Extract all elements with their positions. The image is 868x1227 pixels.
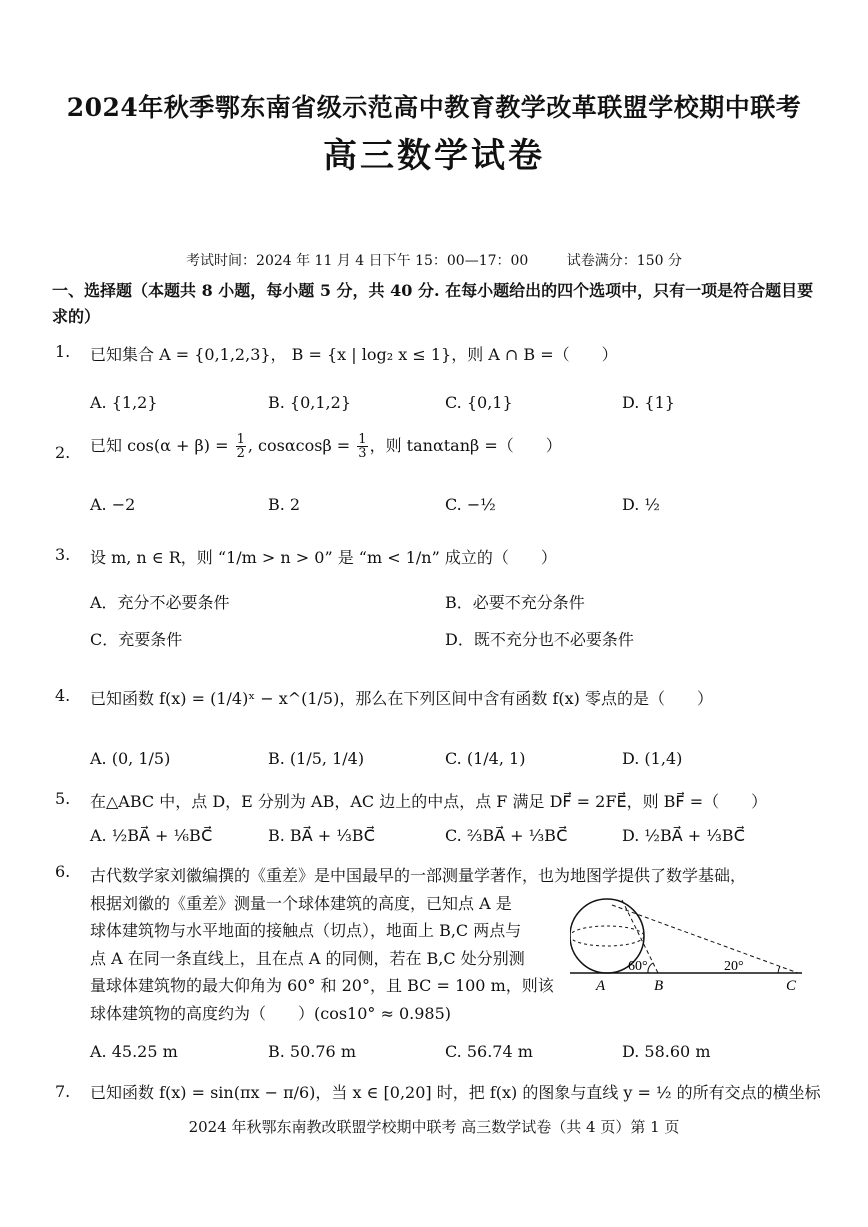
point-label-a: A [596, 978, 606, 994]
angle-arc-b [648, 963, 653, 973]
fraction: $\frac{1}{2}$ [236, 432, 245, 461]
option-d: D. 58.60 m [622, 1042, 711, 1061]
fraction: $\frac{1}{3}$ [358, 432, 367, 461]
point-label-c: C [786, 978, 797, 994]
exam-title: 2024年秋季鄂东南省级示范高中教育教学改革联盟学校期中联考 [66, 93, 802, 122]
option-c: C. {0,1} [445, 393, 513, 412]
sphere-equator [570, 926, 644, 946]
angle-arc-c [778, 966, 780, 973]
option-c: C. ⅔BA⃗ + ⅓BC⃗ [445, 826, 568, 845]
question-number: 7. [55, 1082, 71, 1101]
option-a: A. {1,2} [90, 393, 158, 412]
angle-label-c: 20° [724, 959, 744, 974]
point-label-b: B [654, 978, 664, 994]
page-footer: 2024 年秋鄂东南教改联盟学校期中联考 高三数学试卷（共 4 页）第 1 页 [188, 1118, 680, 1136]
option-a: A. ½BA⃗ + ⅙BC⃗ [90, 826, 213, 845]
question-number: 1. [55, 342, 71, 361]
question-stem: 设 m, n ∈ R，则 “1/m > n > 0” 是 “m < 1/n” 成立的（ ） [90, 548, 557, 567]
option-b: B. 2 [268, 495, 301, 514]
question-number: 3. [55, 545, 71, 564]
option-c: C. 56.74 m [445, 1042, 533, 1061]
section-heading: 一、选择题（本题共 8 小题，每小题 5 分，共 40 分. 在每小题给出的四个选项中，只有一项是符合题目要求的） [52, 281, 814, 326]
option-a: A. −2 [90, 495, 136, 514]
option-b: B．必要不充分条件 [445, 593, 585, 612]
option-c: C. −½ [445, 495, 496, 514]
option-d: D. ½ [622, 495, 660, 514]
option-b: B. 50.76 m [268, 1042, 356, 1061]
question-stem: 在△ABC 中，点 D，E 分别为 AB，AC 边上的中点，点 F 满足 DF⃗ = 2FE⃗，则 BF⃗ =（ ） [90, 792, 768, 811]
option-a: A. (0, 1/5) [90, 749, 171, 768]
exam-subtitle: 高三数学试卷 [323, 136, 545, 176]
exam-meta [0, 250, 868, 270]
option-d: D. ½BA⃗ + ⅓BC⃗ [622, 826, 745, 845]
option-a: A. 45.25 m [90, 1042, 178, 1061]
question-stem: 已知函数 f(x) = sin(πx − π/6)，当 x ∈ [0,20] 时，把 f(x) 的图象与直线 y = ½ 的所有交点的横坐标 [90, 1083, 821, 1102]
option-d: D. (1,4) [622, 749, 683, 768]
option-b: B. (1/5, 1/4) [268, 749, 365, 768]
option-d: D. {1} [622, 393, 675, 412]
sphere-geometry-figure [570, 880, 810, 995]
option-a: A．充分不必要条件 [90, 593, 230, 612]
angle-label-b: 60° [628, 959, 648, 974]
option-d: D．既不充分也不必要条件 [445, 630, 634, 649]
question-stem: 已知 cos(α + β) = $\frac{1}{2}$ , cosαcosβ = $\frac{1}{3}$ ，则 tanαtanβ =（ ） [90, 432, 562, 461]
question-stem: 已知集合 A = {0,1,2,3}， B = {x | log₂ x ≤ 1}，则 A ∩ B =（ ） [90, 345, 618, 364]
full-score: 试卷满分：150 分 [566, 253, 682, 269]
question-stem: 古代数学家刘徽编撰的《重差》是中国最早的一部测量学著作，也为地图学提供了数学基础， 根据刘徽的《重差》测量一个球体建筑的高度，已知点 A 是 球体建筑物与水平地面的接触点（切点），地面上 B,C 两点与 点 A 在同一条直线上，且在点 A 的同侧，若在 B,C 处分别测 量球体建筑物的最大仰角为 60° 和 20°，且 BC = 100 m，则该 球体建筑物的高度约为（ ）(cos10° ≈ 0.985) [90, 866, 747, 1023]
question-number: 4. [55, 686, 71, 705]
question-number: 6. [55, 862, 71, 881]
option-b: B. BA⃗ + ⅓BC⃗ [268, 826, 375, 845]
option-c: C．充要条件 [90, 630, 183, 649]
question-stem: 已知函数 f(x) = (1/4)ˣ − x^(1/5)，那么在下列区间中含有函数 f(x) 零点的是（ ） [90, 689, 713, 708]
question-number: 5. [55, 789, 71, 808]
option-c: C. (1/4, 1) [445, 749, 526, 768]
question-number: 2. [55, 443, 71, 462]
option-b: B. {0,1,2} [268, 393, 351, 412]
exam-time: 考试时间：2024 年 11 月 4 日下午 15：00—17：00 [186, 253, 529, 269]
